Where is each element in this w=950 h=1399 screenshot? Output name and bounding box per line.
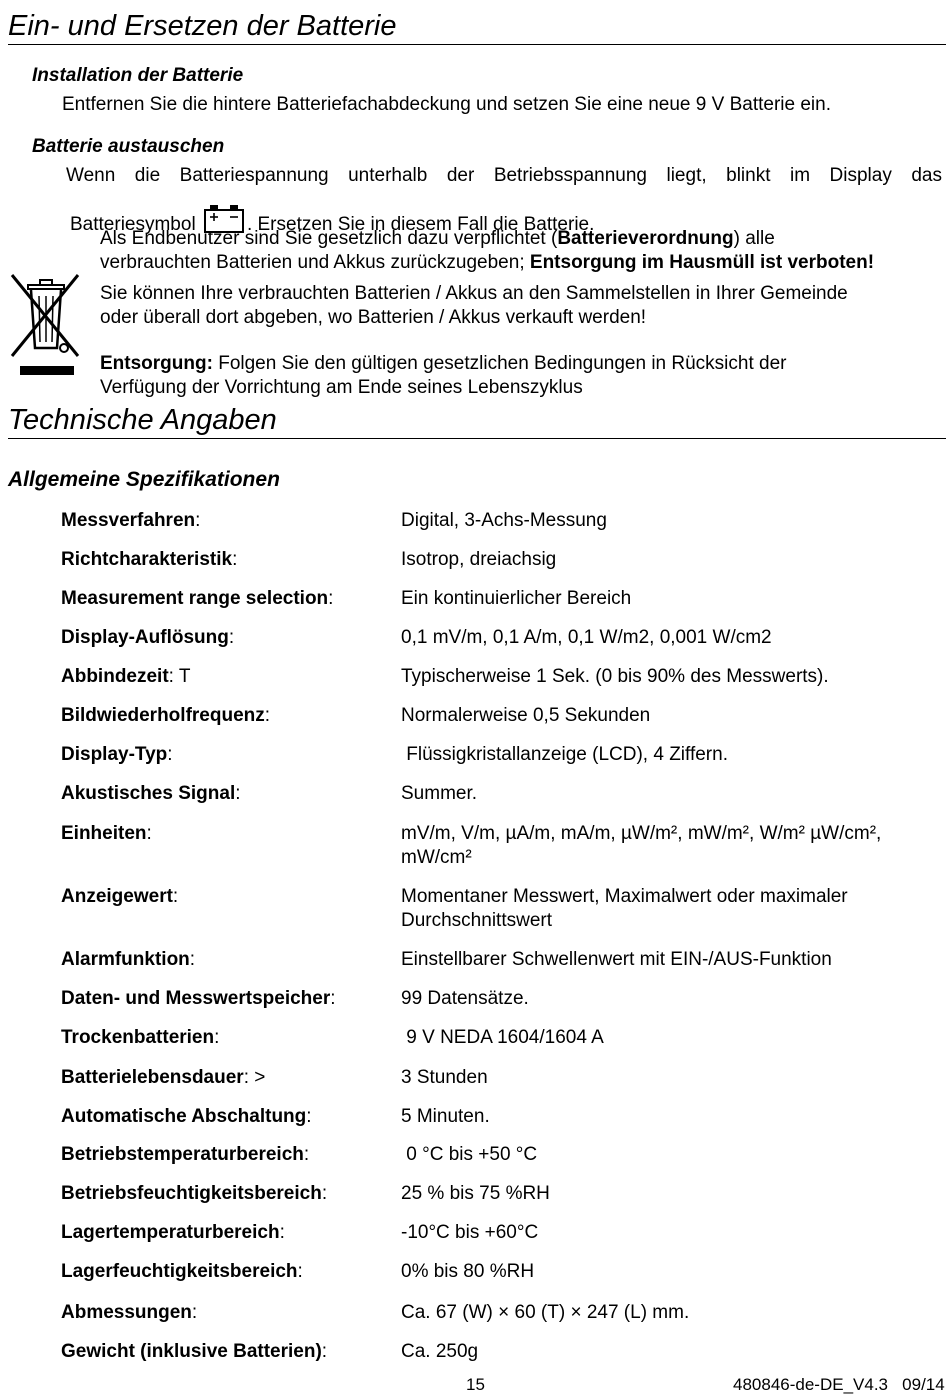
replace-text-line1: Wenn die Batteriespannung unterhalb der Betriebsspannung liegt, blinkt im Display das <box>66 165 942 186</box>
spec-label-suffix: : T <box>168 666 191 687</box>
disposal-line1 <box>100 352 786 376</box>
subtitle-general-specs: Allgemeine Spezifikationen <box>8 468 280 491</box>
spec-label-suffix: : <box>303 1144 310 1165</box>
spec-label-suffix: : <box>264 705 271 726</box>
spec-label-name: Einheiten <box>61 823 147 844</box>
spec-label <box>61 822 152 846</box>
spec-label-name: Abbindezeit <box>61 666 169 687</box>
spec-value: Ca. 67 (W) × 60 (T) × 247 (L) mm. <box>401 1302 690 1323</box>
spec-label-suffix: : <box>195 510 201 531</box>
spec-label <box>61 1340 327 1364</box>
spec-label-name: Lagerfeuchtigkeitsbereich <box>61 1261 298 1282</box>
spec-label <box>61 1260 303 1284</box>
spec-value: Ein kontinuierlicher Bereich <box>401 588 632 609</box>
spec-label <box>61 948 195 972</box>
spec-label <box>61 1026 219 1050</box>
heading-install: Installation der Batterie <box>32 65 244 86</box>
spec-value: 3 Stunden <box>401 1067 488 1088</box>
page-number: 15 <box>466 1375 485 1394</box>
spec-label <box>61 782 241 806</box>
spec-value: 0 °C bis +50 °C <box>401 1144 538 1165</box>
spec-label <box>61 987 336 1011</box>
spec-label-name: Display-Auflösung <box>61 627 229 648</box>
section-title-technical: Technische Angaben <box>8 402 946 439</box>
spec-label-name: Measurement range selection <box>61 588 329 609</box>
spec-label <box>61 548 237 572</box>
spec-value: Momentaner Messwert, Maximalwert oder maximaler Durchschnittswert <box>401 886 853 931</box>
spec-label-suffix: : <box>172 886 179 907</box>
spec-label-name: Automatische Abschaltung <box>61 1106 307 1127</box>
spec-label-name: Alarmfunktion <box>61 949 190 970</box>
spec-label-name: Abmessungen <box>61 1302 192 1323</box>
spec-label-name: Messverfahren <box>61 510 196 531</box>
spec-label-name: Anzeigewert <box>61 886 173 907</box>
spec-value: Einstellbarer Schwellenwert mit EIN-/AUS-Funktion <box>401 949 832 970</box>
spec-label-name: Daten- und Messwertspeicher <box>61 988 331 1009</box>
spec-label-suffix: : > <box>243 1067 266 1088</box>
legal-line2-pre: verbrauchten Batterien und Akkus zurückzugeben; <box>100 252 525 273</box>
legal-line1-pre: Als Endbenutzer sind Sie gesetzlich dazu verpflichtet ( <box>100 228 558 249</box>
spec-label-suffix: : <box>191 1302 198 1323</box>
spec-value: 0,1 mV/m, 0,1 A/m, 0,1 W/m2, 0,001 W/cm2 <box>401 627 772 648</box>
spec-value: Digital, 3-Achs-Messung <box>401 510 607 531</box>
legal-household-waste-warning: Entsorgung im Hausmüll ist verboten! <box>529 252 875 273</box>
spec-label <box>61 1105 312 1129</box>
legal-line4: oder überall dort abgeben, wo Batterien / Akkus verkauft werden! <box>100 307 647 328</box>
spec-label <box>61 743 173 767</box>
spec-label-name: Gewicht (inklusive Batterien) <box>61 1341 322 1362</box>
disposal-label: Entsorgung: <box>100 353 213 374</box>
spec-value: 0% bis 80 %RH <box>401 1261 535 1282</box>
replace-text-before: Batteriesymbol <box>70 214 196 235</box>
spec-value: Isotrop, dreiachsig <box>401 549 557 570</box>
spec-label-suffix: : <box>297 1261 303 1282</box>
install-text: Entfernen Sie die hintere Batteriefachabdeckung und setzen Sie eine neue 9 V Batterie ein. <box>62 94 831 115</box>
spec-value: 9 V NEDA 1604/1604 A <box>401 1027 604 1048</box>
spec-label <box>61 509 200 533</box>
spec-label-name: Lagertemperaturbereich <box>61 1222 280 1243</box>
spec-label <box>61 1143 309 1167</box>
spec-label-suffix: : <box>321 1341 328 1362</box>
spec-value: 25 % bis 75 %RH <box>401 1183 550 1204</box>
heading-replace: Batterie austauschen <box>32 136 225 157</box>
spec-label-suffix: : <box>146 823 152 844</box>
spec-label <box>61 1301 197 1325</box>
spec-label-name: Richtcharakteristik <box>61 549 233 570</box>
spec-label-name: Bildwiederholfrequenz <box>61 705 265 726</box>
spec-label-name: Display-Typ <box>61 744 168 765</box>
legal-battery-regulation: Batterieverordnung <box>557 228 734 249</box>
section-title-battery: Ein- und Ersetzen der Batterie <box>8 8 946 45</box>
spec-label-name: Trockenbatterien <box>61 1027 215 1048</box>
spec-label <box>61 587 333 611</box>
disposal-line2: Verfügung der Vorrichtung am Ende seines Lebenszyklus <box>100 377 583 398</box>
spec-label-suffix: : <box>235 783 241 804</box>
disposal-text1: Folgen Sie den gültigen gesetzlichen Bedingungen in Rücksicht der <box>218 353 787 374</box>
spec-label-suffix: : <box>306 1106 312 1127</box>
legal-line2 <box>100 251 874 275</box>
spec-label-suffix: : <box>321 1183 328 1204</box>
spec-value: -10°C bis +60°C <box>401 1222 539 1243</box>
spec-label <box>61 704 270 728</box>
spec-label <box>61 1066 265 1090</box>
spec-label-suffix: : <box>330 988 336 1009</box>
spec-label <box>61 626 234 650</box>
spec-value: Ca. 250g <box>401 1341 479 1362</box>
replace-text-after: . Ersetzen Sie in diesem Fall die Batterie. <box>246 214 595 235</box>
spec-label <box>61 885 178 909</box>
spec-label-suffix: : <box>228 627 235 648</box>
spec-value: Summer. <box>401 783 478 804</box>
legal-line1 <box>100 227 775 251</box>
spec-label-name: Akustisches Signal <box>61 783 236 804</box>
spec-value: 5 Minuten. <box>401 1106 490 1127</box>
spec-label-suffix: : <box>189 949 196 970</box>
spec-value: Typischerweise 1 Sek. (0 bis 90% des Messwerts). <box>401 666 829 687</box>
spec-label-suffix: : <box>214 1027 220 1048</box>
spec-value: Normalerweise 0,5 Sekunden <box>401 705 651 726</box>
legal-line1-post: ) alle <box>733 228 775 249</box>
crossed-out-bin-icon <box>6 270 86 380</box>
spec-label <box>61 1182 327 1206</box>
spec-value: Flüssigkristallanzeige (LCD), 4 Ziffern. <box>401 744 728 765</box>
spec-label-suffix: : <box>232 549 238 570</box>
spec-label <box>61 665 191 689</box>
spec-value: mV/m, V/m, µA/m, mA/m, µW/m², mW/m², W/m² µW/cm², mW/cm² <box>401 823 887 868</box>
spec-label-name: Betriebsfeuchtigkeitsbereich <box>61 1183 322 1204</box>
spec-label-suffix: : <box>167 744 173 765</box>
spec-label-name: Betriebstemperaturbereich <box>61 1144 304 1165</box>
spec-label <box>61 1221 285 1245</box>
legal-line3: Sie können Ihre verbrauchten Batterien / Akkus an den Sammelstellen in Ihrer Gemeinde <box>100 283 848 304</box>
spec-label-name: Batterielebensdauer <box>61 1067 244 1088</box>
spec-value: 99 Datensätze. <box>401 988 529 1009</box>
document-id: 480846-de-DE_V4.3 09/14 <box>733 1375 945 1394</box>
spec-label-suffix: : <box>279 1222 285 1243</box>
spec-label-suffix: : <box>328 588 334 609</box>
